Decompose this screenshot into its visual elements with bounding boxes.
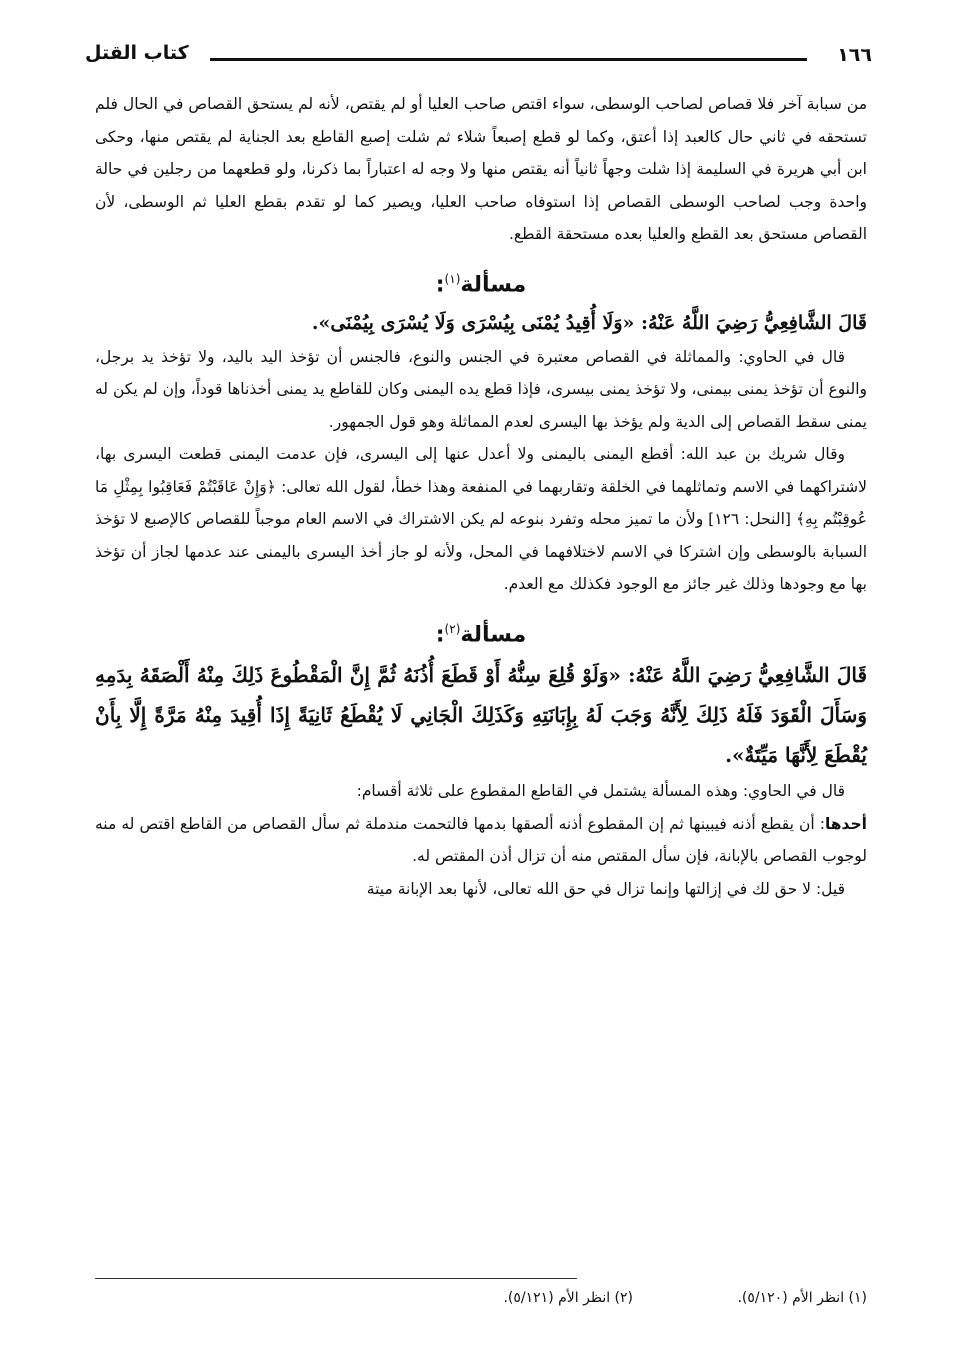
shafii-quote: قَالَ الشَّافِعِيُّ رَضِيَ اللَّهُ عَنْهُ: «وَلَا أُقِيدُ يُمْنَى بِيُسْرَى وَلَا يُسْرَى بِيُمْنَى». [311,311,867,334]
section-title: مسألة [460,622,527,648]
page-body [95,88,867,905]
footnote-ref: (٢) [444,621,461,636]
paragraph: من سبابة آخر فلا قصاص لصاحب الوسطى، سواء اقتص صاحب العليا أو لم يقتص، لأنه لم يستحق القصاص في الحال فلم تستحقه في ثاني حال كالعبد إذا أعتق، وكما لو قطع إصبعاً شلاء ثم شلت إصبع القاطع بعد الجناية لم يقتص منها، وحكى ابن أبي هريرة في السليمة إذا شلت وجهاً ثانياً أنه يقتص منها ولا وجه له اعتباراً بما ذكرنا، ولو قطعهما من رجلين في حالة واحدة وجب لصاحب الوسطى القصاص إذا استوفاه صاحب العليا، ويصير كما لو تقدم بقطع العليا ثم الوسطى، لأن القصاص مستحق بعد القطع والعليا بعده مستحقة القطع. [95,95,867,243]
book-title: كتاب القتل [85,42,189,64]
paragraph: قال في الحاوي: وهذه المسألة يشتمل في القاطع المقطوع على ثلاثة أقسام: [356,782,845,801]
paragraph-text: : أن يقطع أذنه فيبينها ثم إن المقطوع أذنه ألصقها بدمها فالتحمت مندملة ثم سأل القصاص من القاطع اقتص له منه لوجوب القصاص بالإبانة، فإن سأل المقتص منه أن تزال أذن المقتص له. [95,814,867,866]
section-heading-1 [95,259,867,305]
quran-verse: ﴿وَإِنْ عَاقَبْتُمْ فَعَاقِبُوا بِمِثْلِ مَا عُوقِبْتُم بِهِ﴾ [95,477,867,529]
paragraph [95,808,867,873]
header-rule [210,58,807,61]
paragraph-text: [النحل: ١٢٦] ولأن ما تميز محله وتفرد بنوعه لم يكن الاشتراك في الاسم العام موجباً للقصاص كالإصبع لا تؤخذ السبابة بالوسطى وإن اشتركا في الاسم لاختلافهما في المحل، ولأنه لو جاز أخذ اليسرى باليمنى عند عدمها لجاز أن تؤخذ بها مع وجودها وذلك غير جائز مع الوجود فكذلك مع العدم. [95,510,867,594]
footnote-ref: (١) [444,271,461,286]
paragraph-lead: أحدها [824,814,867,833]
page-number: ١٦٦ [837,44,872,66]
paragraph: قيل: لا حق لك في إزالتها وإنما تزال في حق الله تعالى، لأنها بعد الإبانة ميتة [366,879,845,898]
section-title: مسألة [460,271,527,297]
footnote-2: (٢) انظر الأم (٥/١٢١). [503,1290,634,1306]
paragraph: قال في الحاوي: والمماثلة في القصاص معتبرة في الجنس والنوع، فالجنس أن تؤخذ اليد باليد، ولا تؤخذ يد برجل، والنوع أن تؤخذ يمنى بيمنى، ولا تؤخذ يمنى بيسرى، فإذا قطع يده اليمنى وكان للقاطع يد يمنى أخذناها قوداً، وإن لم يكن له يمنى سقط القصاص إلى الدية ولم يؤخذ بها اليسرى لعدم المماثلة وهو قول الجمهور. [95,347,867,431]
shafii-quote: قَالَ الشَّافِعِيُّ رَضِيَ اللَّهُ عَنْهُ: «وَلَوْ قُلِعَ سِنُّهُ أَوْ قَطَعَ أُذُنَهُ ثُمَّ إِنَّ الْمَقْطُوعَ ذَلِكَ مِنْهُ أَلْصَقَهُ بِدَمِهِ وَسَأَلَ الْقَوَدَ فَلَهُ ذَلِكَ لِأَنَّهُ وَجَبَ لَهُ بِإِبَانَتِهِ وَكَذَلِكَ الْجَانِي لَا يُقْطَعُ ثَانِيَةً إِذَا أُقِيدَ مِنْهُ مَرَّةً إِلَّا بِأَنْ يُقْطَعَ لِأَنَّهَا مَيِّتَةٌ». [95,663,867,768]
paragraph [95,438,867,601]
heading-colon: : [435,622,445,648]
footnote-rule [95,1278,577,1279]
page-header [60,38,897,78]
paragraph-text: وقال شريك بن عبد الله: أقطع اليمنى باليمنى ولا أعدل عنها إلى اليسرى، فإن عدمت اليمنى قطعت اليسرى بها، لاشتراكهما في الاسم وتماثلهما في الخلقة وتقاربهما في المنفعة وهذا خطأ، لقول الله تعالى: [95,445,867,496]
section-heading-2 [95,609,867,655]
footnote-1: (١) انظر الأم (٥/١٢٠). [737,1290,867,1306]
heading-colon: : [435,271,445,297]
footnotes [95,1290,867,1306]
